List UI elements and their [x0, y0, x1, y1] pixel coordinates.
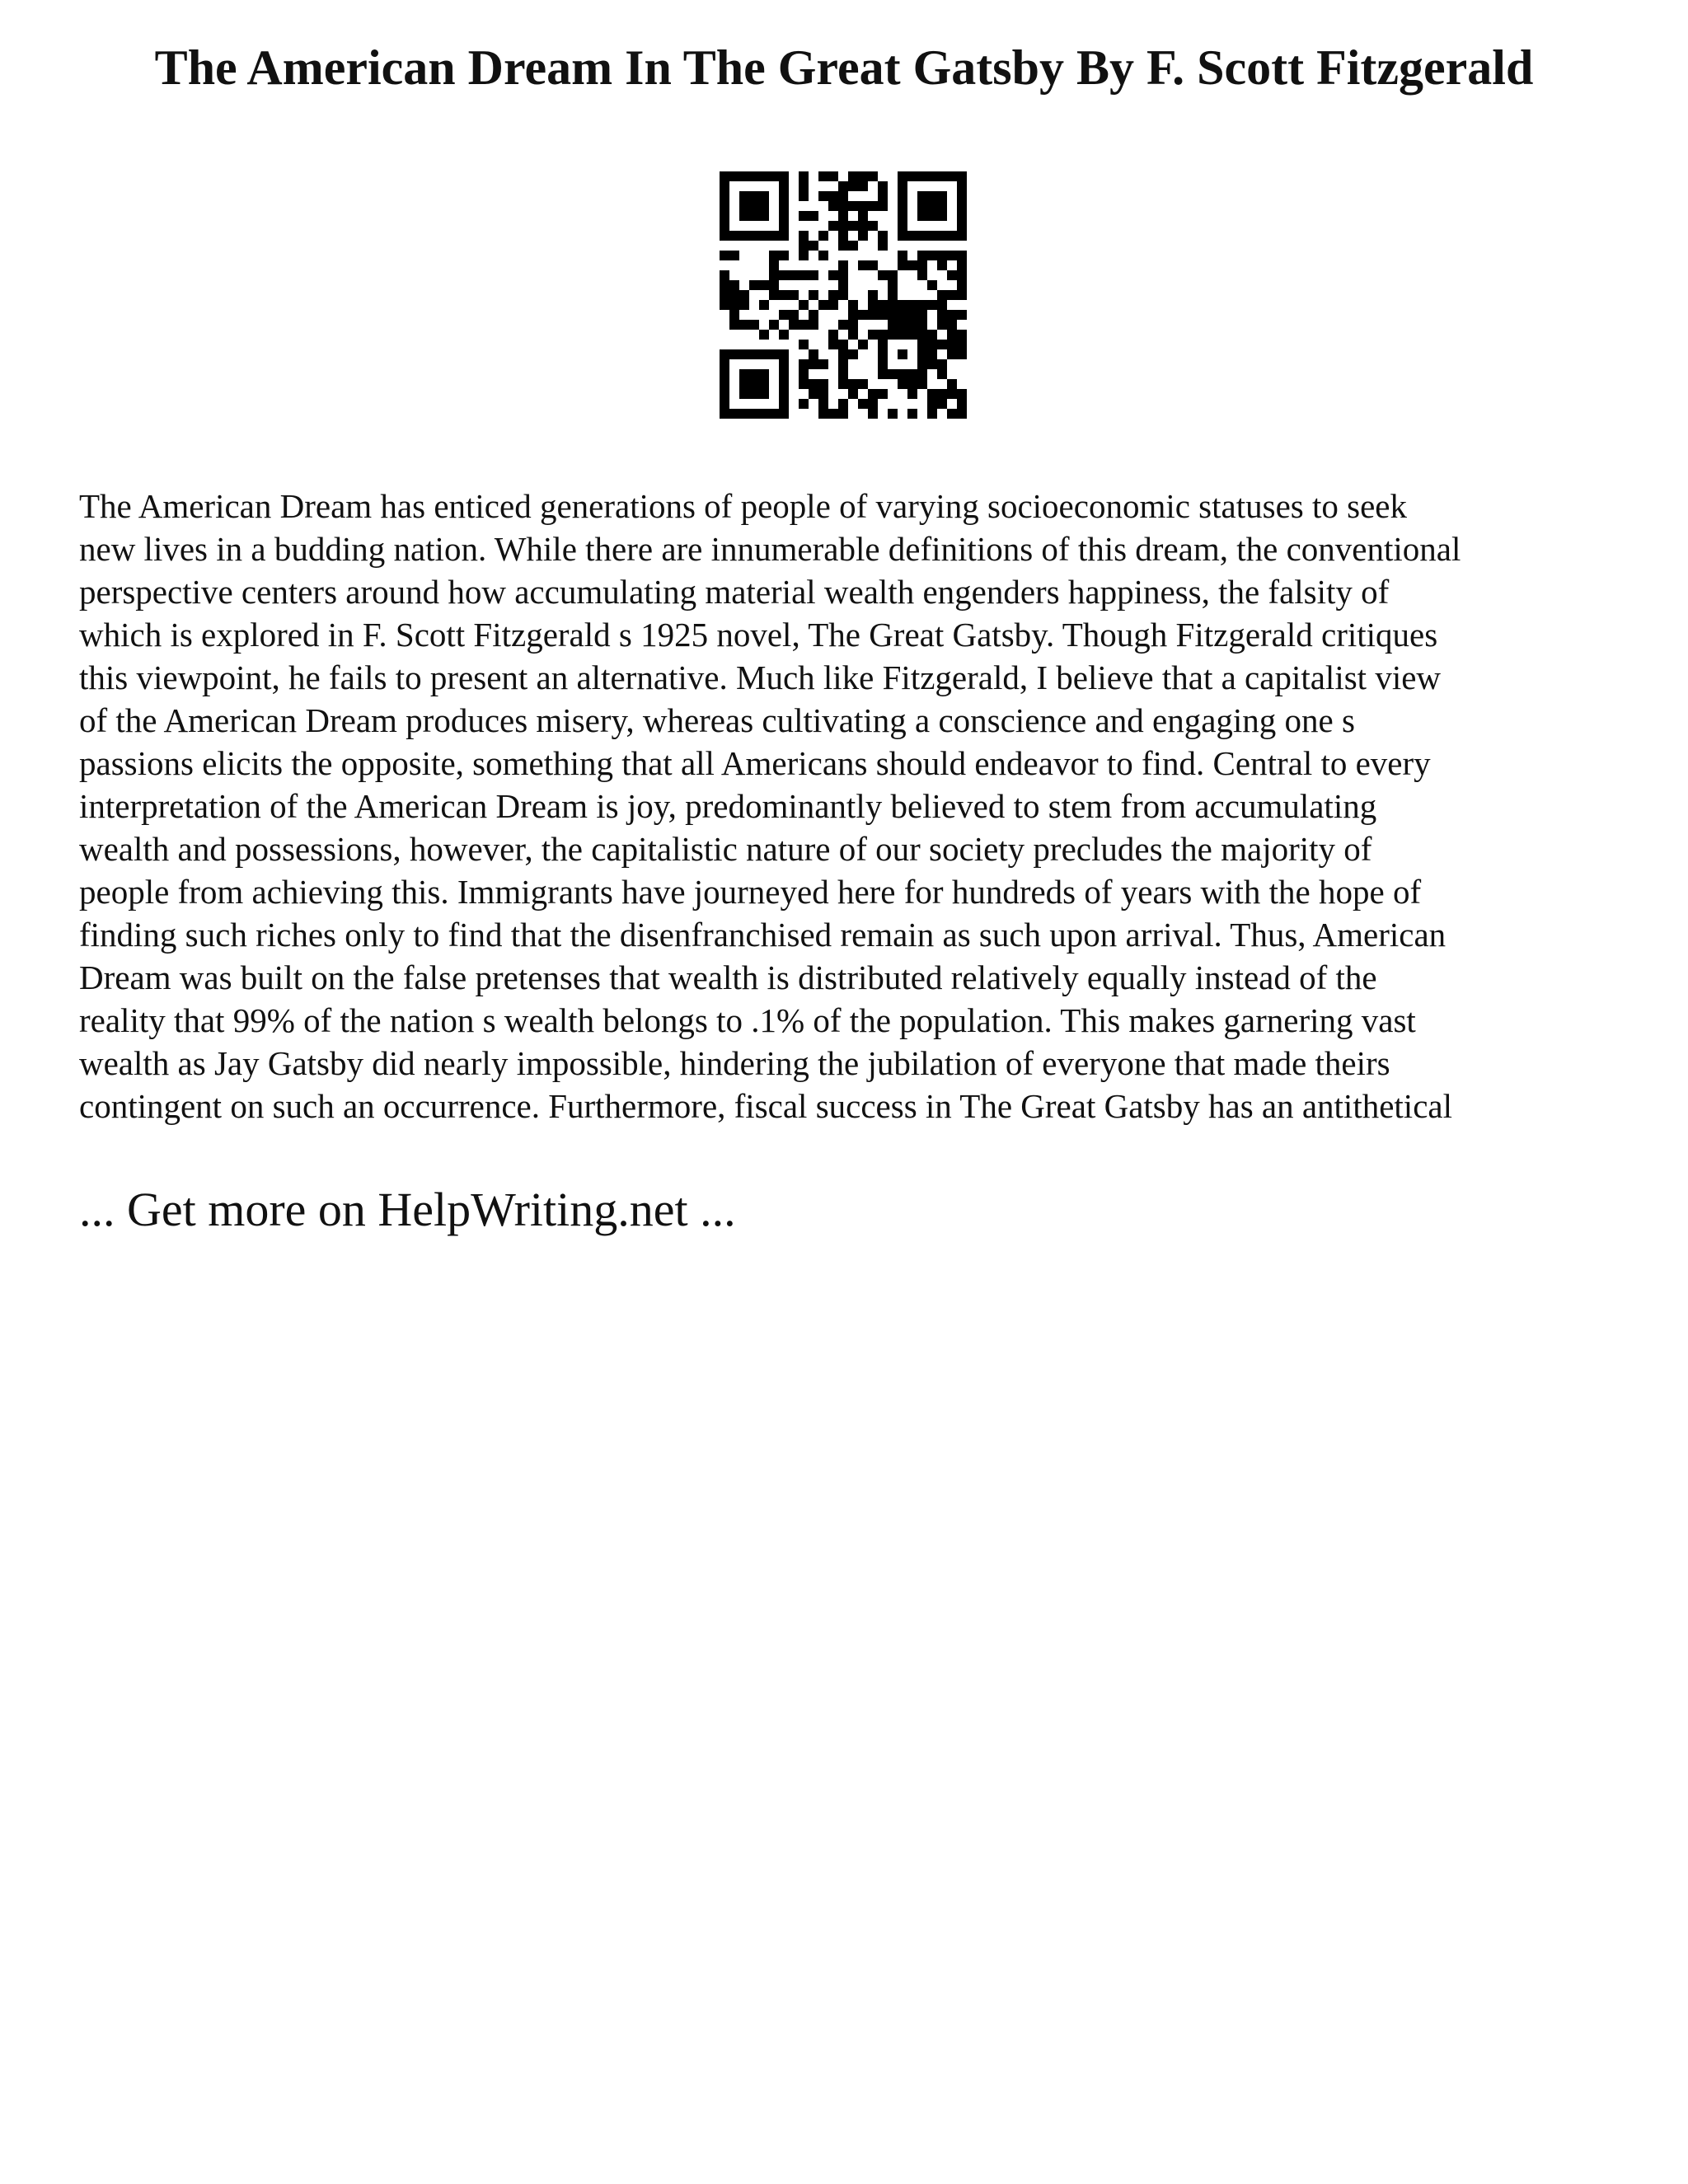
essay-line: this viewpoint, he fails to present an alternative. Much like Fitzgerald, I believe that a capitalist view	[79, 658, 1442, 696]
essay-line: new lives in a budding nation. While there are innumerable definitions of this dream, the conventional	[79, 530, 1461, 568]
essay-line: of the American Dream produces misery, whereas cultivating a conscience and engaging one s	[79, 701, 1355, 739]
essay-excerpt	[79, 485, 1620, 1127]
essay-line: people from achieving this. Immigrants have journeyed here for hundreds of years with the hope of	[79, 873, 1422, 911]
essay-line: reality that 99% of the nation s wealth belongs to .1% of the population. This makes garnering vast	[79, 1001, 1416, 1039]
qr-code-icon[interactable]	[720, 171, 967, 419]
essay-line: contingent on such an occurrence. Furthermore, fiscal success in The Great Gatsby has an antithetical	[79, 1087, 1452, 1125]
essay-line: interpretation of the American Dream is joy, predominantly believed to stem from accumulating	[79, 787, 1377, 825]
essay-line: wealth as Jay Gatsby did nearly impossible, hindering the jubilation of everyone that made theirs	[79, 1044, 1390, 1082]
essay-line: passions elicits the opposite, something that all Americans should endeavor to find. Central to every	[79, 744, 1431, 782]
essay-line: wealth and possessions, however, the capitalistic nature of our society precludes the majority of	[79, 830, 1372, 868]
essay-line: which is explored in F. Scott Fitzgerald s 1925 novel, The Great Gatsby. Though Fitzgerald critiques	[79, 616, 1438, 654]
essay-line: The American Dream has enticed generations of people of varying socioeconomic statuses to seek	[79, 487, 1407, 525]
get-more-link[interactable]: ... Get more on HelpWriting.net ...	[79, 1183, 736, 1236]
essay-line: perspective centers around how accumulating material wealth engenders happiness, the falsity of	[79, 573, 1390, 611]
document-title: The American Dream In The Great Gatsby By F. Scott Fitzgerald	[154, 40, 1534, 95]
essay-line: Dream was built on the false pretenses that wealth is distributed relatively equally instead of the	[79, 958, 1377, 996]
essay-line: finding such riches only to find that the disenfranchised remain as such upon arrival. Thus, American	[79, 916, 1447, 954]
